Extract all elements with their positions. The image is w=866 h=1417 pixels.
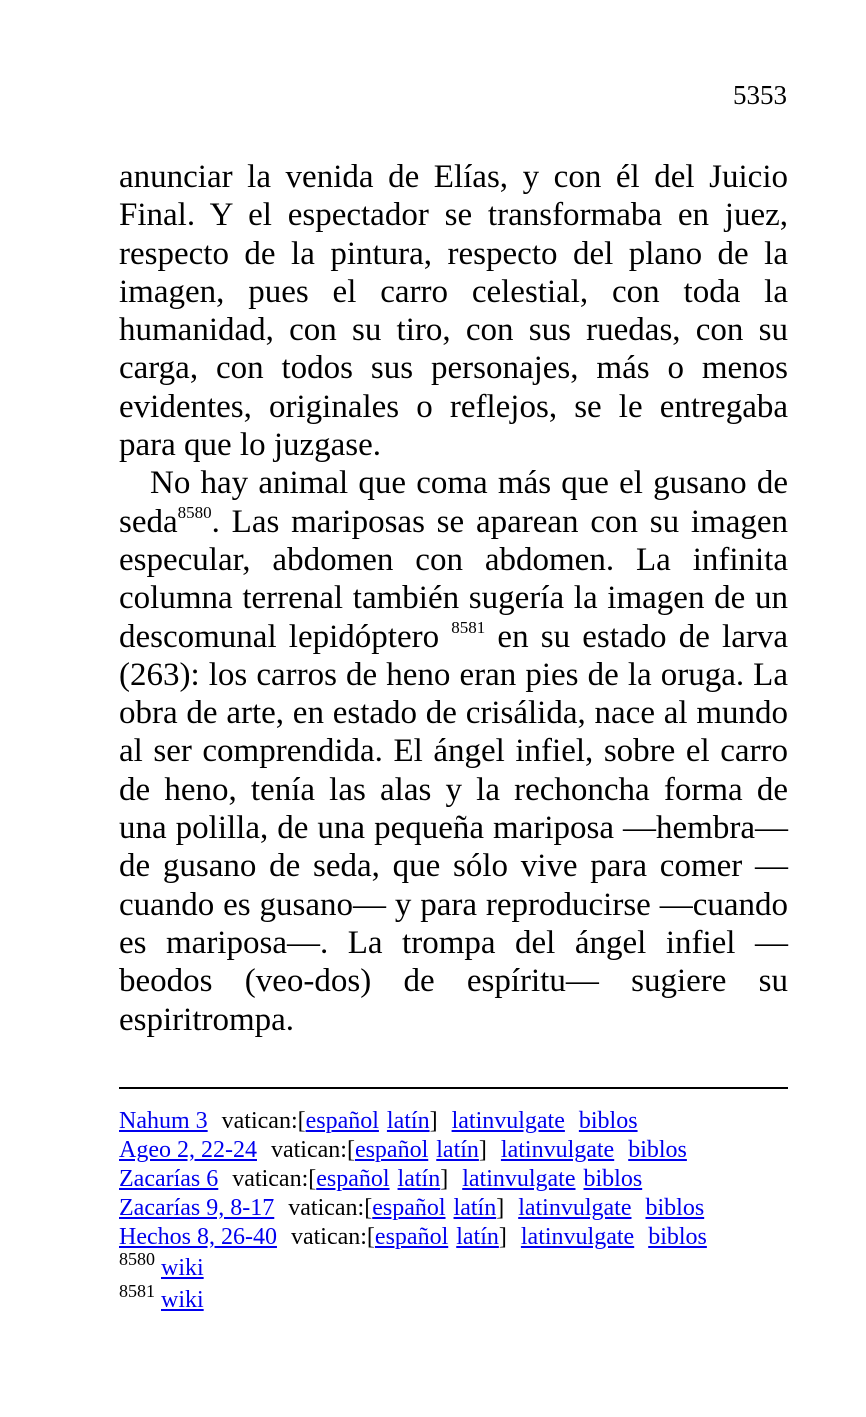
reference-link[interactable]: Zacarías 6 [119, 1166, 219, 1192]
reference-link[interactable]: Nahum 3 [119, 1108, 208, 1134]
espanol-link[interactable]: español [372, 1195, 446, 1221]
footnote-divider [119, 1087, 788, 1089]
footnote-line [119, 1249, 788, 1284]
espanol-link[interactable]: español [374, 1224, 449, 1250]
reference-line [119, 1223, 788, 1252]
footnote-ref-8580[interactable]: 8580 [177, 502, 212, 522]
biblos-link[interactable]: biblos [628, 1137, 687, 1163]
biblos-link[interactable]: biblos [578, 1108, 638, 1134]
espanol-link[interactable]: español [305, 1108, 379, 1134]
latin-link[interactable]: latín [456, 1224, 499, 1250]
bracket-close: ] [478, 1137, 487, 1163]
paragraph-2-part-a: No hay animal que coma más que el gusano de seda [119, 465, 788, 540]
reference-line [119, 1165, 788, 1194]
paragraph-2 [119, 464, 788, 1038]
footnotes-section [119, 1107, 788, 1316]
latin-link[interactable]: latín [397, 1166, 441, 1192]
latinvulgate-link[interactable]: latinvulgate [500, 1137, 615, 1163]
reference-line [119, 1194, 788, 1223]
espanol-link[interactable]: español [354, 1137, 429, 1163]
bracket-close: ] [440, 1166, 449, 1192]
biblos-link[interactable]: biblos [645, 1195, 705, 1221]
latinvulgate-link[interactable]: latinvulgate [520, 1224, 635, 1250]
vatican-label: vatican:[ [270, 1137, 355, 1163]
biblos-link[interactable]: biblos [648, 1224, 707, 1250]
page-number: 5353 [733, 80, 787, 110]
paragraph-1: anunciar la venida de Elías, y con él del Juicio Final. Y el espectador se transformaba en juez, respecto de la pintura, respecto del plano de la imagen, pues el carro celestial, con toda la humanidad, con su tiro, con sus ruedas, con su carga, con todos sus personajes, más o menos evidentes, originales o reflejos, se le entregaba para que lo juzgase. [119, 159, 788, 464]
vatican-label: vatican:[ [232, 1166, 317, 1192]
wiki-link[interactable]: wiki [161, 1255, 204, 1281]
latin-link[interactable]: latín [386, 1108, 430, 1134]
footnote-ref-8581[interactable]: 8581 [451, 617, 486, 637]
latin-link[interactable]: latín [453, 1195, 497, 1221]
bracket-close: ] [429, 1108, 438, 1134]
reference-line [119, 1107, 788, 1136]
bracket-close: ] [498, 1224, 507, 1250]
footnote-number: 8581 [119, 1281, 155, 1301]
biblos-link[interactable]: biblos [583, 1166, 643, 1192]
vatican-label: vatican:[ [221, 1108, 306, 1134]
reference-link[interactable]: Zacarías 9, 8-17 [119, 1195, 275, 1221]
reference-link[interactable]: Hechos 8, 26-40 [119, 1224, 277, 1250]
bracket-close: ] [496, 1195, 505, 1221]
latinvulgate-link[interactable]: latinvulgate [462, 1166, 576, 1192]
paragraph-2-part-b: . Las mariposas se aparean con su imagen especular, abdomen con abdomen. La infinita columna terrenal también sugería la imagen de un descomunal lepidóptero [119, 503, 788, 655]
reference-line [119, 1136, 788, 1165]
reference-link[interactable]: Ageo 2, 22-24 [119, 1137, 257, 1163]
body-text [119, 158, 788, 1039]
wiki-link[interactable]: wiki [161, 1287, 204, 1313]
latin-link[interactable]: latín [436, 1137, 479, 1163]
vatican-label: vatican:[ [288, 1195, 373, 1221]
espanol-link[interactable]: español [316, 1166, 390, 1192]
latinvulgate-link[interactable]: latinvulgate [451, 1108, 565, 1134]
paragraph-2-part-c: en su estado de larva (263): los carros de heno eran pies de la oruga. La obra de arte, en estado de crisálida, nace al mundo al ser comprendida. El ángel infiel, sobre el carro de heno, tenía las alas y la rechoncha forma de una polilla, de una pequeña mariposa —hembra— de gusano de seda, que sólo vive para comer —cuando es gusano— y para reproducirse —cuando es mariposa—. La trompa del ángel infiel —beodos (veo-dos) de espíritu— sugiere su espiritrompa. [119, 618, 788, 1038]
latinvulgate-link[interactable]: latinvulgate [518, 1195, 632, 1221]
footnote-line [119, 1281, 788, 1316]
vatican-label: vatican:[ [290, 1224, 375, 1250]
footnote-number: 8580 [119, 1249, 155, 1269]
